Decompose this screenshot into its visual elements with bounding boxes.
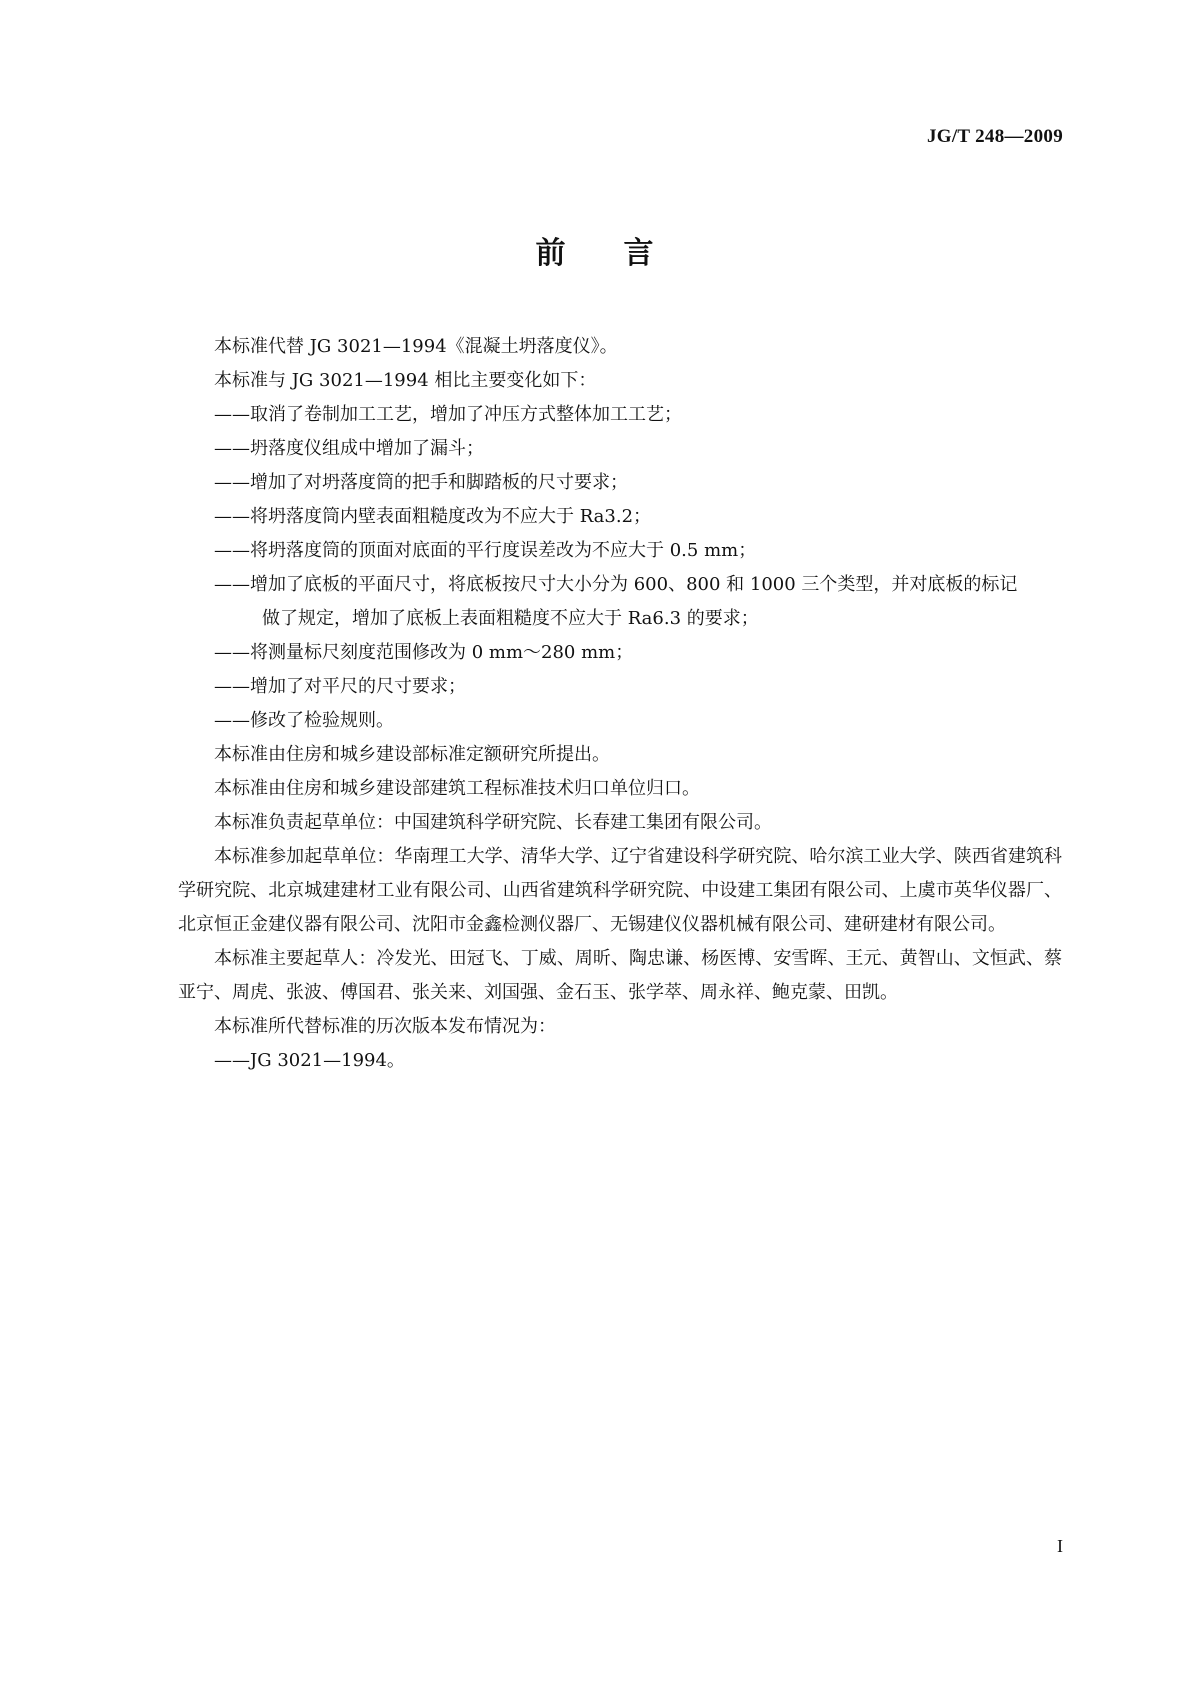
change-item-baseplate-line2: 做了规定，增加了底板上表面粗糙度不应大于 Ra6.3 的要求； (262, 608, 759, 629)
change-item: ——将测量标尺刻度范围修改为 0 mm～280 mm； (214, 642, 634, 663)
page-title (0, 228, 1191, 272)
foreword-body (178, 330, 1062, 1078)
change-item: ——将坍落度筒内壁表面粗糙度改为不应大于 Ra3.2； (214, 506, 652, 527)
change-item: ——增加了对平尺的尺寸要求； (214, 676, 466, 697)
change-item-baseplate-line1: ——增加了底板的平面尺寸，将底板按尺寸大小分为 600、800 和 1000 三个类型，并对底板的标记 (214, 574, 1018, 595)
chief-drafting-units: 本标准负责起草单位：中国建筑科学研究院、长春建工集团有限公司。 (214, 812, 772, 833)
main-drafters: 本标准主要起草人：冷发光、田冠飞、丁威、周昕、陶忠谦、杨医博、安雪晖、王元、黄智山、文恒武、蔡亚宁、周虎、张波、傅国君、张关来、刘国强、金石玉、张学萃、周永祥、鲍克蒙、田凯。 (178, 948, 1062, 1003)
change-item: ——增加了对坍落度筒的把手和脚踏板的尺寸要求； (214, 472, 628, 493)
replace-statement: 本标准代替 JG 3021—1994《混凝土坍落度仪》。 (214, 336, 618, 357)
title-char-1: 前 (535, 236, 568, 271)
proposed-by: 本标准由住房和城乡建设部标准定额研究所提出。 (214, 744, 610, 765)
managed-by: 本标准由住房和城乡建设部建筑工程标准技术归口单位归口。 (214, 778, 700, 799)
change-item: ——取消了卷制加工工艺，增加了冲压方式整体加工工艺； (214, 404, 682, 425)
history-item: ——JG 3021—1994。 (214, 1050, 405, 1071)
standard-code: JG/T 248—2009 (926, 126, 1063, 147)
change-item: ——修改了检验规则。 (214, 710, 394, 731)
change-item: ——坍落度仪组成中增加了漏斗； (214, 438, 484, 459)
change-item: ——将坍落度筒的顶面对底面的平行度误差改为不应大于 0.5 mm； (214, 540, 757, 561)
title-char-2: 言 (623, 236, 656, 271)
history-intro: 本标准所代替标准的历次版本发布情况为： (214, 1016, 556, 1037)
page-number: I (1057, 1536, 1063, 1556)
changes-intro: 本标准与 JG 3021—1994 相比主要变化如下： (214, 370, 597, 391)
participating-units: 本标准参加起草单位：华南理工大学、清华大学、辽宁省建设科学研究院、哈尔滨工业大学、陕西省建筑科学研究院、北京城建建材工业有限公司、山西省建筑科学研究院、中设建工集团有限公司、上虞市英华仪器厂、北京恒正金建仪器有限公司、沈阳市金鑫检测仪器厂、无锡建仪仪器机械有限公司、建研建材有限公司。 (178, 846, 1062, 935)
change-item-baseplate (178, 568, 1062, 636)
